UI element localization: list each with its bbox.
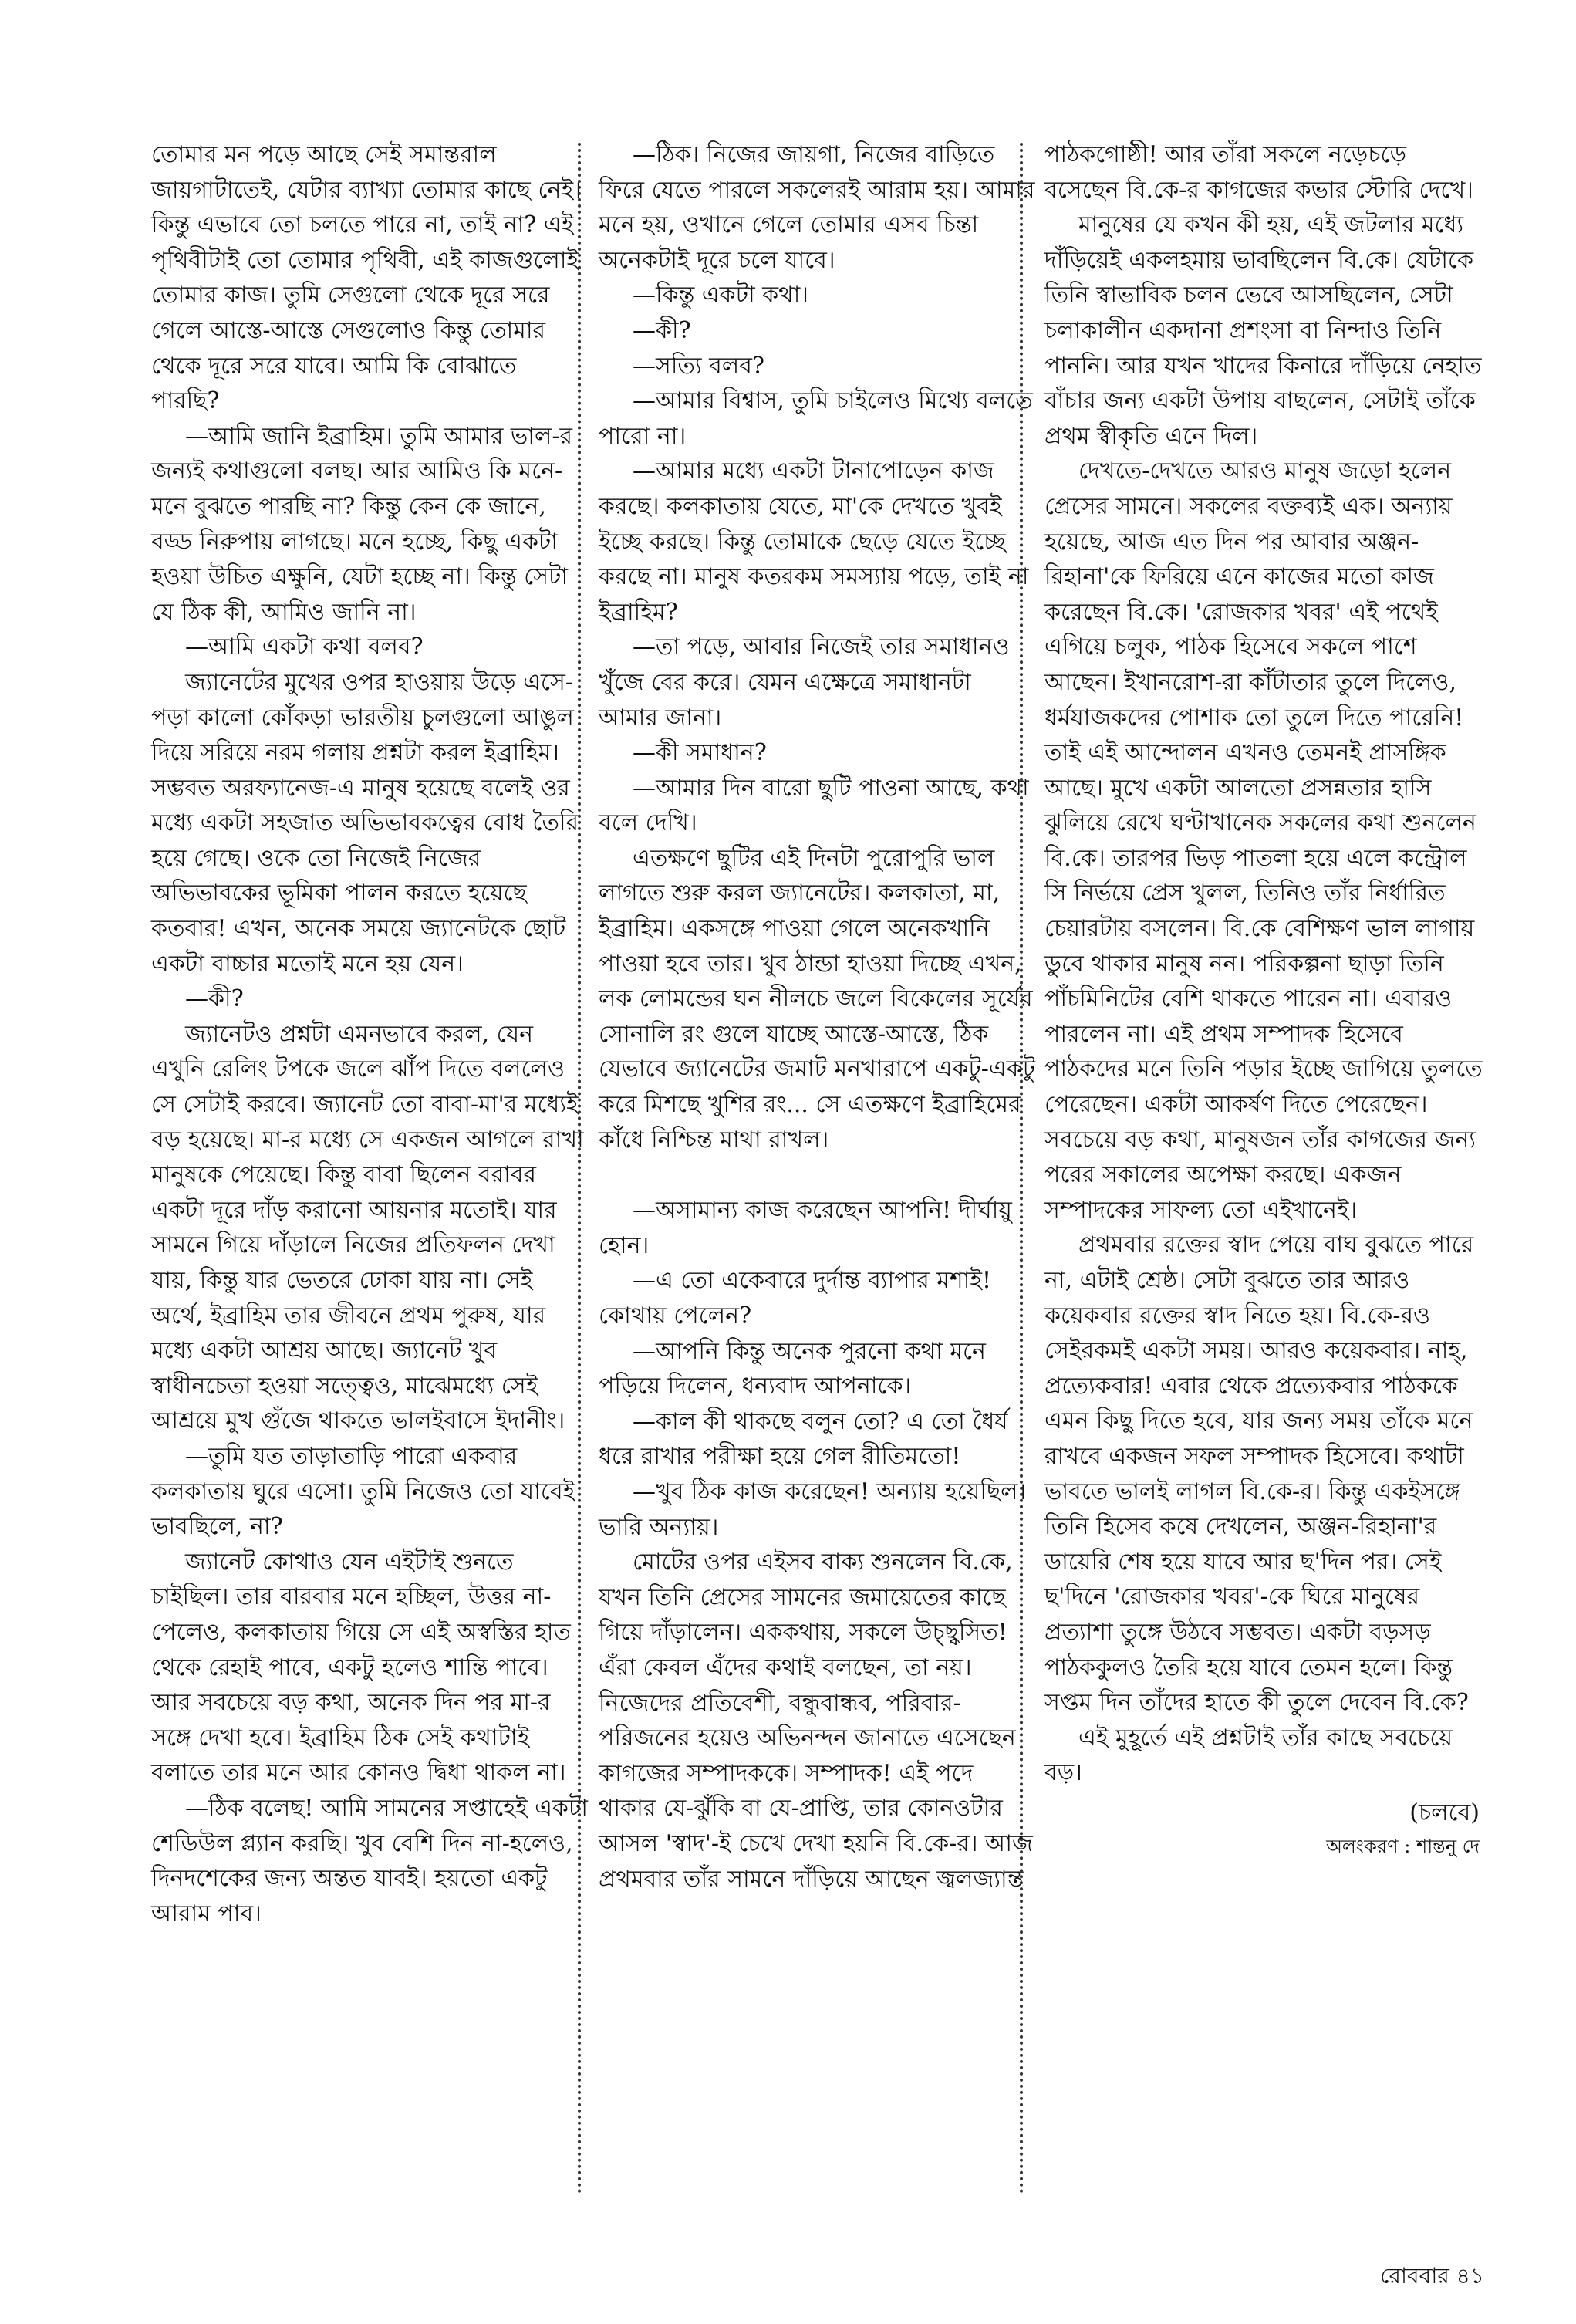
paragraph: —কী?	[185, 985, 244, 1013]
column-divider	[578, 143, 581, 2195]
paragraph: —আমার বিশ্বাস, তুমি চাইলেও মিথ্যে বলতে পারো না।	[599, 387, 1033, 450]
paragraph: —কী?	[633, 316, 691, 344]
paragraph: —অসামান্য কাজ করেছেন আপনি! দীর্ঘায়ু হোন।	[599, 1197, 1012, 1259]
paragraph: —কাল কী থাকছে বলুন তো? এ তো ধৈর্য ধরে রাখার পরীক্ষা হয়ে গেল রীতিমতো!	[599, 1407, 1008, 1471]
paragraph: দেখতে-দেখতে আরও মানুষ জড়ো হলেন প্রেসের সামনে। সকলের বক্তব্যই এক। অন্যায় হয়েছে, আজ এত দিন পর আবার অঞ্জন-রিহানা'কে ফিরিয়ে এনে কাজের মতো কাজ করেছেন বি.কে। 'রোজকার খবর' এই পথেই এগিয়ে চলুক, পাঠক হিসেবে সকলে পাশে আছেন। ইখানরোশ-রা কাঁটাতার তুলে দিলেও, ধর্মযাজকদের পোশাক তো তুলে দিতে পারেনি! তাই এই আন্দোলন এখনও তেমনই প্রাসঙ্গিক আছে। মুখে একটা আলতো প্রসন্নতার হাসি ঝুলিয়ে রেখে ঘণ্টাখানেক সকলের কথা শুনলেন বি.কে। তারপর ভিড় পাতলা হয়ে এলে কন্ট্রোল সি নির্ভয়ে প্রেস খুলল, তিনিও তাঁর নির্ধারিত চেয়ারটায় বসলেন। বি.কে বেশিক্ষণ ভাল লাগায় ডুবে থাকার মানুষ নন। পরিকল্পনা ছাড়া তিনি পাঁচমিনিটের বেশি থাকতে পারেন না। এবারও পারলেন না। এই প্রথম সম্পাদক হিসেবে পাঠকদের মনে তিনি পড়ার ইচ্ছে জাগিয়ে তুলতে পেরেছেন। একটা আকর্ষণ দিতে পেরেছেন। সবচেয়ে বড় কথা, মানুষজন তাঁর কাগজের জন্য পরের সকালের অপেক্ষা করছে। একজন সম্পাদকের সাফল্য তো এইখানেই।	[1044, 458, 1483, 1224]
paragraph: এই মুহূর্তে এই প্রশ্নটাই তাঁর কাছে সবচেয়ে বড়।	[1044, 1724, 1453, 1787]
paragraph: —তা পড়ে, আবার নিজেই তার সমাধানও খুঁজে বের করে। যেমন এক্ষেত্রে সমাধানটা আমার জানা।	[599, 633, 1010, 731]
paragraph: মানুষের যে কখন কী হয়, এই জটলার মধ্যে দাঁড়িয়েই একলহমায় ভাবছিলেন বি.কে। যেটাকে তিনি স্বাভাবিক চলন ভেবে আসছিলেন, সেটা চলাকালীন একদানা প্রশংসা বা নিন্দাও তিনি পাননি। আর যখন খাদের কিনারে দাঁড়িয়ে নেহাত বাঁচার জন্য একটা উপায় বাছলেন, সেটাই তাঁকে প্রথম স্বীকৃতি এনে দিল।	[1044, 211, 1482, 450]
paragraph: —কী সমাধান?	[633, 739, 767, 767]
paragraph: জ্যানেটও প্রশ্নটা এমনভাবে করল, যেন এখুনি রেলিং টপকে জলে ঝাঁপ দিতে বললেও সে সেটাই করবে। জ্যানেট তো বাবা-মা'র মধ্যেই বড় হয়েছে। মা-র মধ্যে সে একজন আগলে রাখা মানুষকে পেয়েছে। কিন্তু বাবা ছিলেন বরাবর একটা দূরে দাঁড় করানো আয়নার মতোই। যার সামনে গিয়ে দাঁড়ালে নিজের প্রতিফলন দেখা যায়, কিন্তু যার ভেতরে ঢোকা যায় না। সেই অর্থে, ইব্রাহিম তার জীবনে প্রথম পুরুষ, যার মধ্যে একটা আশ্রয় আছে। জ্যানেট খুব স্বাধীনচেতা হওয়া সত্ত্বেও, মাঝেমধ্যে সেই আশ্রয়ে মুখ গুঁজে থাকতে ভালইবাসে ইদানীং।	[151, 1020, 584, 1435]
paragraph: —আপনি কিন্তু অনেক পুরনো কথা মনে পড়িয়ে দিলেন, ধন্যবাদ আপনাকে।	[599, 1337, 986, 1400]
paragraph: প্রথমবার রক্তের স্বাদ পেয়ে বাঘ বুঝতে পারে না, এটাই শ্রেষ্ঠ। সেটা বুঝতে তার আরও কয়েকবার রক্তের স্বাদ নিতে হয়। বি.কে-রও সেইরকমই একটা সময়। আরও কয়েকবার। নাহ্, প্রত্যেকবার! এবার থেকে প্রত্যেকবার পাঠককে এমন কিছু দিতে হবে, যার জন্য সময় তাঁকে মনে রাখবে একজন সফল সম্পাদক হিসেবে। কথাটা ভাবতে ভালই লাগল বি.কে-র। কিন্তু একইসঙ্গে তিনি হিসেব কষে দেখলেন, অঞ্জন-রিহানা'র ডায়েরি শেষ হয়ে যাবে আর ছ'দিন পর। সেই ছ'দিনে 'রোজকার খবর'-কে ঘিরে মানুষের প্রত্যাশা তুঙ্গে উঠবে সম্ভবত। একটা বড়সড় পাঠককুলও তৈরি হয়ে যাবে তেমন হলে। কিন্তু সপ্তম দিন তাঁদের হাতে কী তুলে দেবেন বি.কে?	[1044, 1231, 1474, 1717]
illustration-credit: অলংকরণ : শান্তনু দে	[1326, 1835, 1480, 1857]
paragraph: —আমি একটা কথা বলব?	[185, 633, 424, 661]
page-footer	[1296, 2259, 1484, 2295]
paragraph: —ঠিক বলেছ! আমি সামনের সপ্তাহেই একটা শেডিউল প্ল্যান করছি। খুব বেশি দিন না-হলেও, দিনদশেকের জন্য অন্তত যাবই। হয়তো একটু আরাম পাব।	[151, 1794, 588, 1927]
paragraph: —আমার মধ্যে একটা টানাপোড়েন কাজ করছে। কলকাতায় যেতে, মা'কে দেখতে খুবই ইচ্ছে করছে। কিন্তু তোমাকে ছেড়ে যেতে ইচ্ছে করছে না। মানুষ কতরকম সমস্যায় পড়ে, তাই না ইব্রাহিম?	[599, 458, 1029, 626]
paragraph: —আমি জানি ইব্রাহিম। তুমি আমার ভাল-র জন্যই কথাগুলো বলছ। আর আমিও কি মনে-মনে বুঝতে পারছি না? কিন্তু কেন কে জানে, বড্ড নিরুপায় লাগছে। মনে হচ্ছে, কিছু একটা হওয়া উচিত এক্ষুনি, যেটা হচ্ছে না। কিন্তু সেটা যে ঠিক কী, আমিও জানি না।	[151, 422, 572, 626]
paragraph: —সত্যি বলব?	[633, 352, 764, 380]
paragraph: মোটের ওপর এইসব বাক্য শুনলেন বি.কে, যখন তিনি প্রেসের সামনের জমায়েতের কাছে গিয়ে দাঁড়ালেন। এককথায়, সকলে উচ্ছ্বসিত! এঁরা কেবল এঁদের কথাই বলছেন, তা নয়। নিজেদের প্রতিবেশী, বন্ধুবান্ধব, পরিবার-পরিজনের হয়েও অভিনন্দন জানাতে এসেছেন কাগজের সম্পাদককে। সম্পাদক! এই পদে থাকার যে-ঝুঁকি বা যে-প্রাপ্তি, তার কোনওটার আসল 'স্বাদ'-ই চেখে দেখা হয়নি বি.কে-র। আজ প্রথমবার তাঁর সামনে দাঁড়িয়ে আছেন জ্বলজ্যান্ত	[599, 1549, 1033, 1893]
paragraph: পাঠকগোষ্ঠী! আর তাঁরা সকলে নড়েচড়ে বসেছেন বি.কে-র কাগজের কভার স্টোরি দেখে।	[1044, 141, 1473, 204]
text-column-2	[599, 137, 1037, 1897]
paragraph: —এ তো একেবারে দুর্দান্ত ব্যাপার মশাই! কোথায় পেলেন?	[599, 1267, 992, 1329]
column-divider	[1020, 143, 1023, 2195]
magazine-name: রোববার	[1380, 2263, 1449, 2289]
paragraph: —তুমি যত তাড়াতাড়ি পারো একবার কলকাতায় ঘুরে এসো। তুমি নিজেও তো যাবেই ভাবছিলে, না?	[151, 1442, 575, 1541]
paragraph: —আমার দিন বারো ছুটি পাওনা আছে, কথা বলে দেখি।	[599, 774, 1029, 837]
paragraph: —কিন্তু একটা কথা।	[633, 282, 809, 309]
paragraph: জ্যানেটের মুখের ওপর হাওয়ায় উড়ে এসে-পড়া কালো কোঁকড়া ভারতীয় চুলগুলো আঙুল দিয়ে সরিয়ে নরম গলায় প্রশ্নটা করল ইব্রাহিম। সম্ভবত অরফ্যানেজ-এ মানুষ হয়েছে বলেই ওর মধ্যে একটা সহজাত অভিভাবকত্বের বোধ তৈরি হয়ে গেছে। ওকে তো নিজেই নিজের অভিভাবকের ভূমিকা পালন করতে হয়েছে কতবার! এখন, অনেক সময়ে জ্যানেটকে ছোট একটা বাচ্চার মতোই মনে হয় যেন।	[151, 668, 579, 978]
page-number: ৪১	[1456, 2263, 1484, 2289]
text-column-3	[1044, 137, 1483, 1862]
paragraph: —ঠিক। নিজের জায়গা, নিজের বাড়িতে ফিরে যেতে পারলে সকলেরই আরাম হয়। আমার মনে হয়, ওখানে গেলে তোমার এসব চিন্তা অনেকটাই দূরে চলে যাবে।	[599, 141, 1035, 274]
paragraph: —খুব ঠিক কাজ করেছেন! অন্যায় হয়েছিল। ভারি অন্যায়।	[599, 1478, 1027, 1541]
paragraph: তোমার মন পড়ে আছে সেই সমান্তরাল জায়গাটাতেই, যেটার ব্যাখ্যা তোমার কাছে নেই। কিন্তু এভাবে তো চলতে পারে না, তাই না? এই পৃথিবীটাই তো তোমার পৃথিবী, এই কাজগুলোই তোমার কাজ। তুমি সেগুলো থেকে দূরে সরে গেলে আস্তে-আস্তে সেগুলোও কিন্তু তোমার থেকে দূরে সরে যাবে। আমি কি বোঝাতে পারছি?	[151, 141, 582, 415]
text-column-1	[151, 137, 589, 1931]
paragraph: জ্যানেট কোথাও যেন এইটাই শুনতে চাইছিল। তার বারবার মনে হচ্ছিল, উত্তর না-পেলেও, কলকাতায় গিয়ে সে এই অস্বস্তির হাত থেকে রেহাই পাবে, একটু হলেও শান্তি পাবে। আর সবচেয়ে বড় কথা, অনেক দিন পর মা-র সঙ্গে দেখা হবে। ইব্রাহিম ঠিক সেই কথাটাই বলাতে তার মনে আর কোনও দ্বিধা থাকল না।	[151, 1548, 571, 1787]
paragraph: এতক্ষণে ছুটির এই দিনটা পুরোপুরি ভাল লাগতে শুরু করল জ্যানেটের। কলকাতা, মা, ইব্রাহিম। একসঙ্গে পাওয়া গেলে অনেকখানি পাওয়া হবে তার। খুব ঠান্ডা হাওয়া দিচ্ছে এখন, লক লোমন্ডের ঘন নীলচে জলে বিকেলের সূর্যের সোনালি রং গুলে যাচ্ছে আস্তে-আস্তে, ঠিক যেভাবে জ্যানেটের জমাট মনখারাপে একটু-একটু করে মিশছে খুশির রং... সে এতক্ষণে ইব্রাহিমের কাঁধে নিশ্চিন্ত মাথা রাখল।	[599, 844, 1036, 1154]
continued-label: (চলবে)	[1409, 1799, 1480, 1826]
